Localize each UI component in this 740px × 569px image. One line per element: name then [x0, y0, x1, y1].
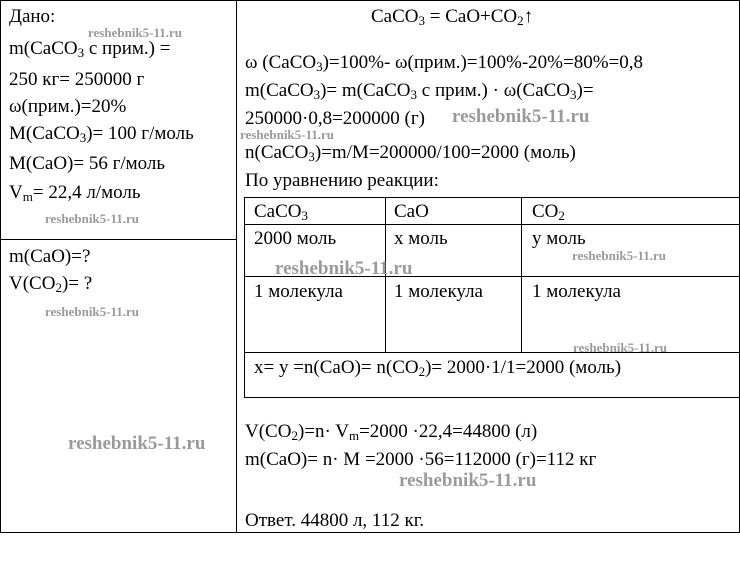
given-find-divider	[0, 239, 237, 240]
table-cell-molecules-co2: 1 молекула	[532, 281, 621, 302]
table-top-border	[244, 197, 740, 198]
mass-cao-result: m(CaO)= n· M =2000 ·56=112000 (г)=112 кг	[245, 449, 597, 470]
watermark: reshebnik5-11.ru	[275, 258, 413, 279]
watermark: reshebnik5-11.ru	[399, 470, 537, 491]
given-impurity: ω(прим.)=20%	[9, 96, 127, 117]
watermark: reshebnik5-11.ru	[45, 304, 140, 319]
table-cell-moles-cao: x моль	[394, 228, 448, 249]
table-header-co2: $CO_2$	[532, 201, 565, 223]
mass-result: 250000·0,8=200000 (г)	[245, 108, 425, 129]
outer-bottom-border	[0, 532, 740, 533]
table-cell-molecules-caco3: 1 молекула	[254, 281, 343, 302]
table-cell-molecules-cao: 1 молекула	[394, 281, 483, 302]
watermark: reshebnik5-11.ru	[240, 127, 335, 142]
table-header-divider	[244, 224, 740, 225]
mass-formula: m(CaCO$_3$)= m(CaCO$_3$ с прим.) · ω(CaCO$_3$)=	[245, 80, 594, 102]
table-bottom-border	[244, 397, 740, 398]
find-mass-cao: m(CaO)=?	[9, 246, 91, 267]
outer-top-border	[0, 0, 740, 1]
reaction-equation: CaCO$_3$ = $CaO+CO_2↑$	[371, 6, 534, 28]
given-molar-mass-cao: M(CaO)= 56 г/моль	[9, 153, 166, 174]
table-cell-moles-co2: y моль	[532, 228, 586, 249]
column-divider	[236, 0, 237, 533]
moles-calculation: n(CaCO$_3$)=m/M=200000/100=2000 (моль)	[245, 142, 576, 164]
table-cell-moles-caco3: 2000 моль	[254, 228, 337, 249]
outer-left-border	[0, 0, 1, 533]
omega-calculation: ω (CaCO$_3$)=100%- ω(прим.)=100%-20%=80%=0,8	[245, 52, 644, 74]
table-header-cao: CaO	[394, 201, 429, 222]
volume-co2-result: $V(CO_2)=n\cdot V_m=2000 \cdot 22,4=44800$ (л)	[245, 421, 538, 443]
table-left-border	[244, 197, 245, 398]
watermark: reshebnik5-11.ru	[452, 106, 590, 127]
watermark: reshebnik5-11.ru	[573, 340, 668, 355]
given-heading: Дано:	[9, 6, 56, 27]
watermark: reshebnik5-11.ru	[572, 248, 667, 263]
watermark: reshebnik5-11.ru	[88, 25, 183, 40]
watermark: reshebnik5-11.ru	[45, 211, 140, 226]
find-volume-co2: $V(CO_2)=$ ?	[9, 273, 93, 295]
given-molar-volume: $V_m= 22,4$ л/моль	[9, 182, 141, 204]
by-equation-label: По уравнению реакции:	[245, 170, 439, 191]
given-mass-value: 250 кг= 250000 г	[9, 69, 145, 90]
table-col-divider-2	[521, 197, 522, 353]
given-molar-mass-caco3: M(CaCO$_3$)= 100 г/моль	[9, 123, 194, 145]
given-mass-caco3: m(CaCO$_3$ с прим.) =	[9, 38, 171, 60]
answer-line: Ответ. 44800 л, 112 кг.	[245, 510, 425, 531]
watermark: reshebnik5-11.ru	[68, 433, 206, 454]
table-header-caco3: CaCO$_3$	[254, 201, 308, 223]
table-summary-row: $x= y =n(CaO)= n(CO_2)= 2000\cdot 1/1=2000$ (моль)	[254, 357, 622, 379]
